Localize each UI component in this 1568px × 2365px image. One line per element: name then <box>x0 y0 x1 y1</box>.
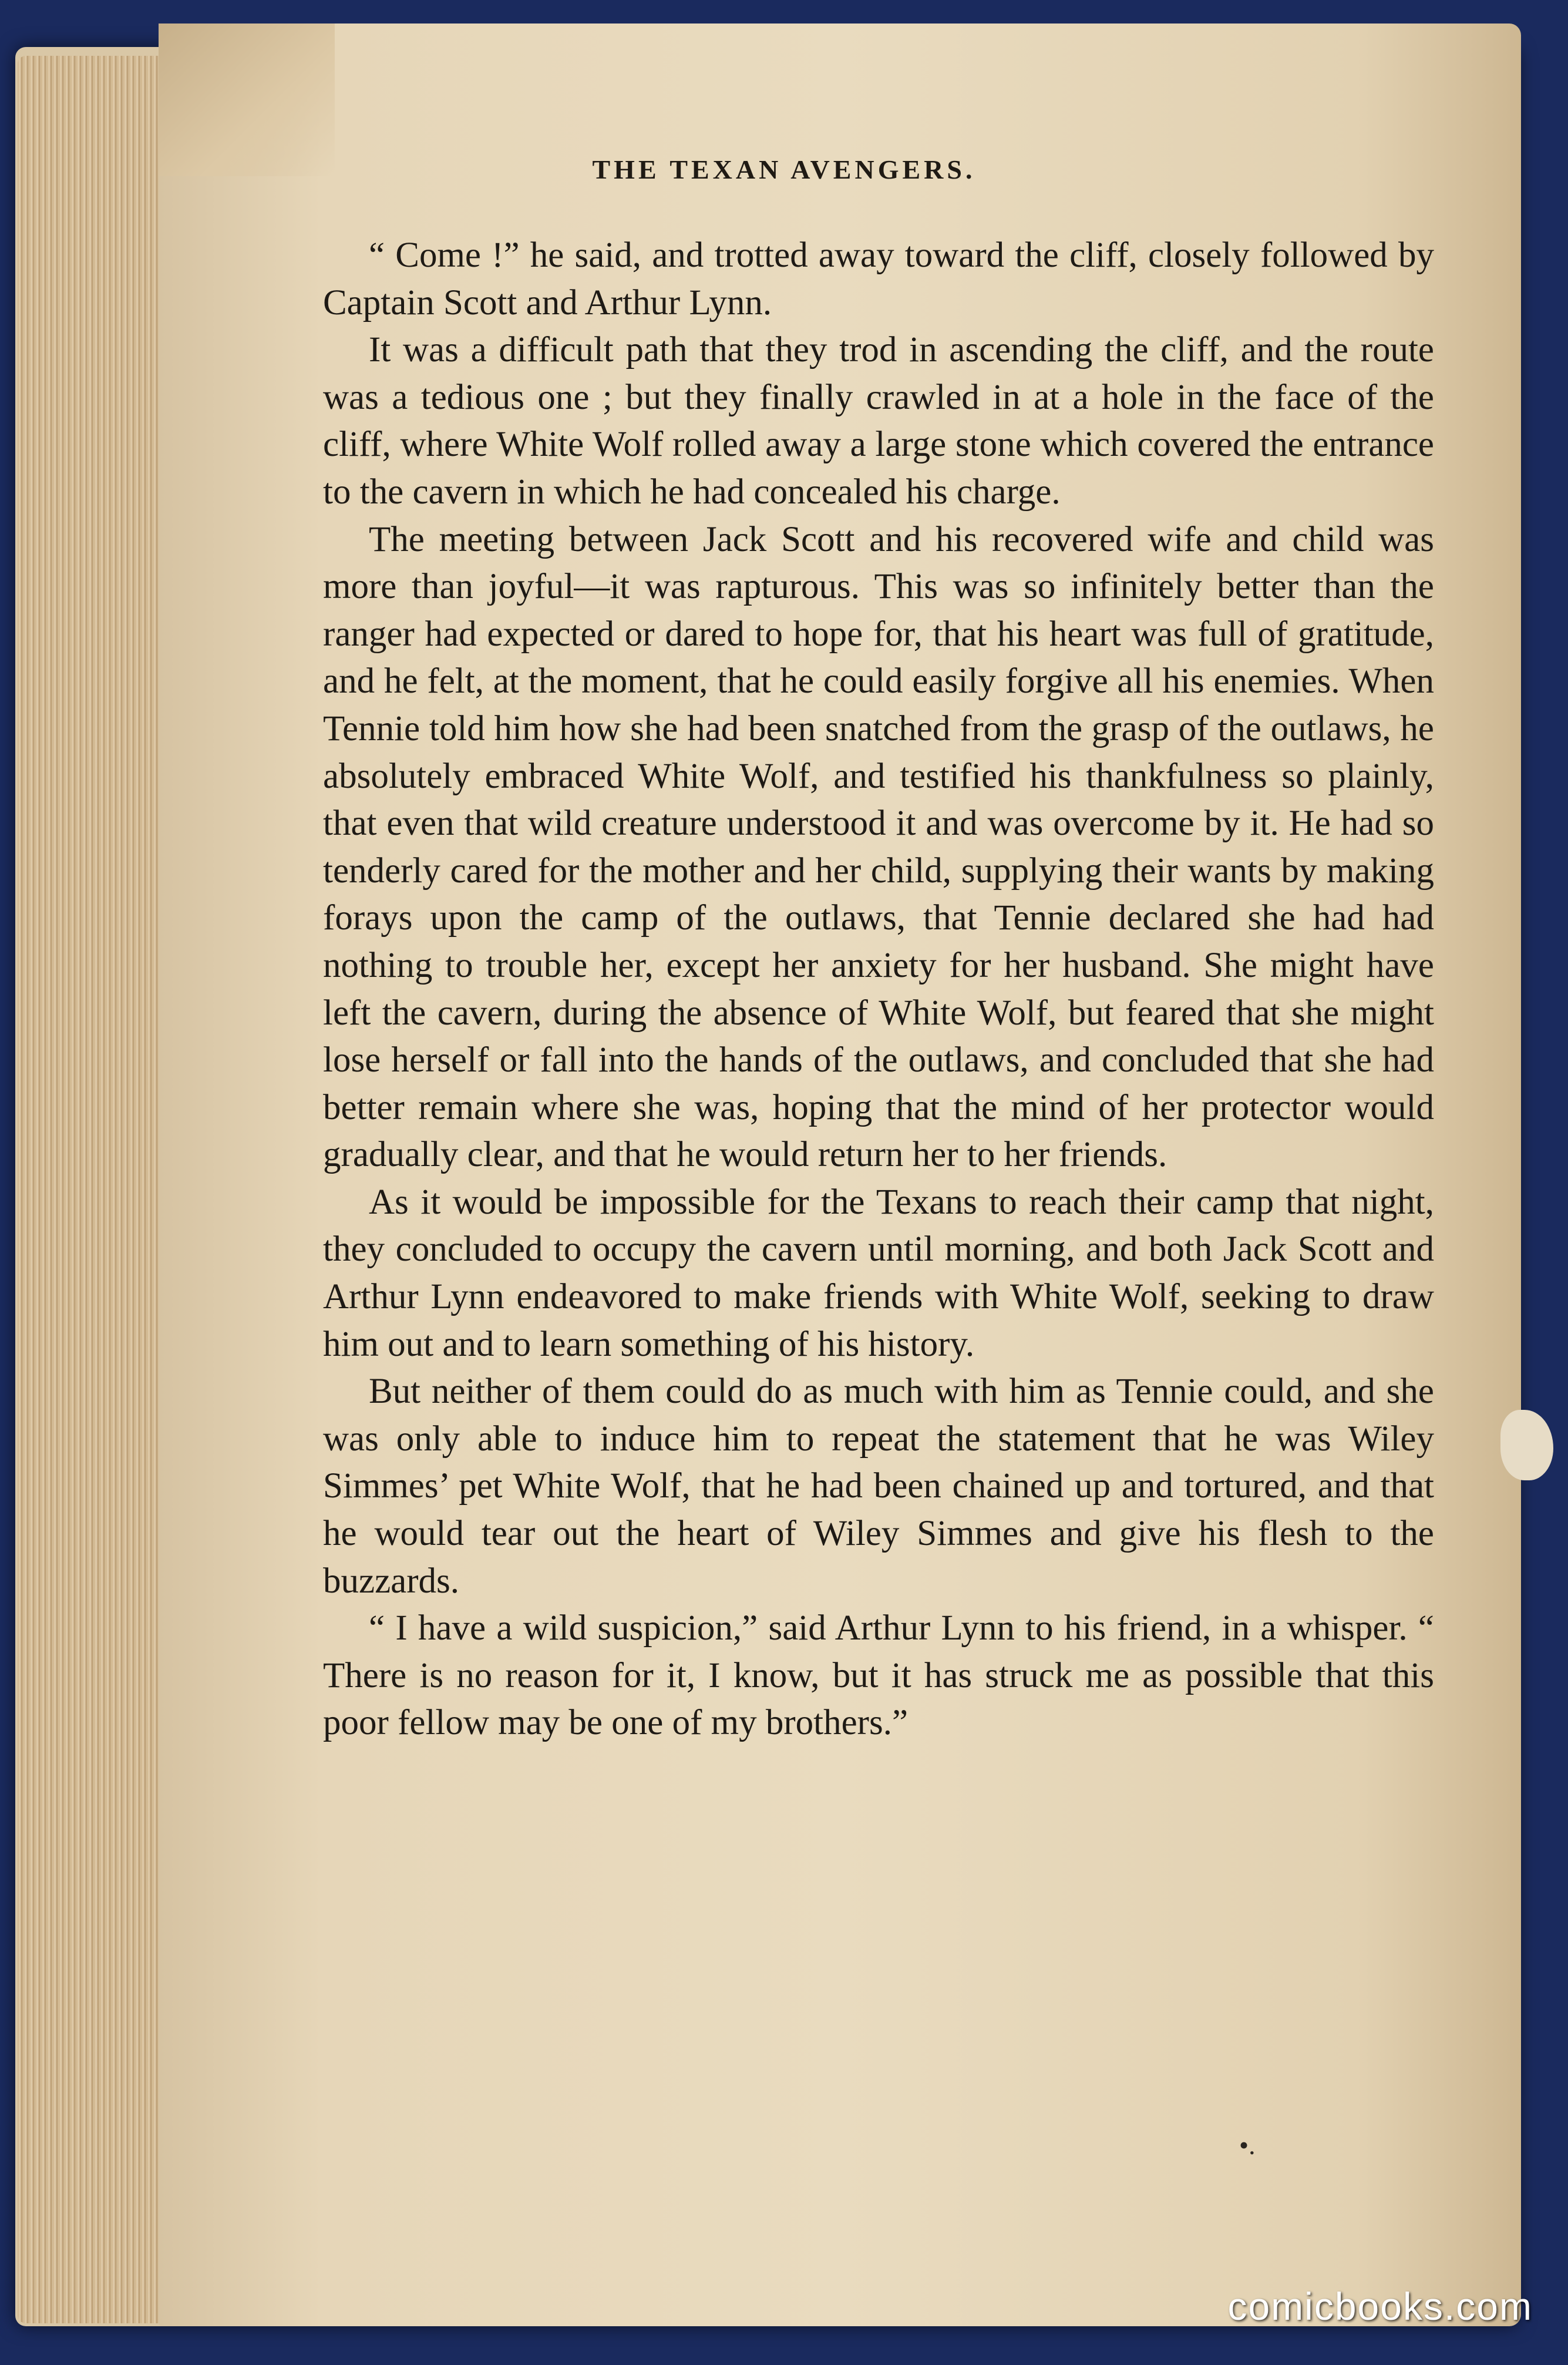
page-stack-edge <box>18 56 164 2323</box>
paragraph-3: The meeting between Jack Scott and his recovered wife and child was more than joyful—it was rapturous. This was so infinitely better than the ranger had expected or dared to hope for, that his heart was full of gratitude, and he felt, at the moment, that he could easily forgive all his enemies. When Tennie told him how she had been snatched from the grasp of the outlaws, he absolutely embraced White Wolf, and testified his thankfulness so plainly, that even that wild creature understood it and was overcome by it. He had so tenderly cared for the mother and her child, supplying their wants by making forays upon the camp of the outlaws, that Tennie declared she had had nothing to trouble her, except her anxiety for her husband. She might have left the cavern, during the absence of White Wolf, but feared that she might lose herself or fall into the hands of the outlaws, and concluded that she had better remain where she was, hoping that the mind of her protector would gradually clear, and that he would return her to her friends. <box>323 519 1434 1175</box>
paragraph-2: It was a difficult path that they trod in ascending the cliff, and the route was a tedious one ; but they finally crawled in at a hole in the face of the cliff, where White Wolf rolled away a large stone which covered the entrance to the cavern in which he had concealed his charge. <box>323 330 1434 512</box>
paragraph-4: As it would be impossible for the Texans to reach their camp that night, they concluded to occupy the cavern until morning, and both Jack Scott and Arthur Lynn endeavored to make friends with White Wolf, seeking to draw him out and to learn something of his history. <box>323 1182 1434 1364</box>
paragraph-6: “ I have a wild suspicion,” said Arthur Lynn to his friend, in a whisper. “ There is no reason for it, I know, but it has struck me as possible that this poor fellow may be one of my brothers.” <box>323 1608 1434 1743</box>
running-head: THE TEXAN AVENGERS. <box>592 154 976 184</box>
watermark: comicbooks.com <box>1227 2285 1533 2328</box>
paragraph-1: “ Come !” he said, and trotted away toward the cliff, closely followed by Captain Scott and Arthur Lynn. <box>323 236 1434 322</box>
page-tear <box>1500 1410 1553 1480</box>
body-text <box>323 232 1434 1747</box>
paragraph-5: But neither of them could do as much with him as Tennie could, and she was only able to induce him to repeat the statement that he was Wiley Simmes’ pet White Wolf, that he had been chained up and tortured, and that he would tear out the heart of Wiley Simmes and give his flesh to the buzzards. <box>323 1372 1434 1601</box>
page-fold-corner <box>159 23 335 176</box>
signature-mark: •. <box>1239 2130 1256 2160</box>
